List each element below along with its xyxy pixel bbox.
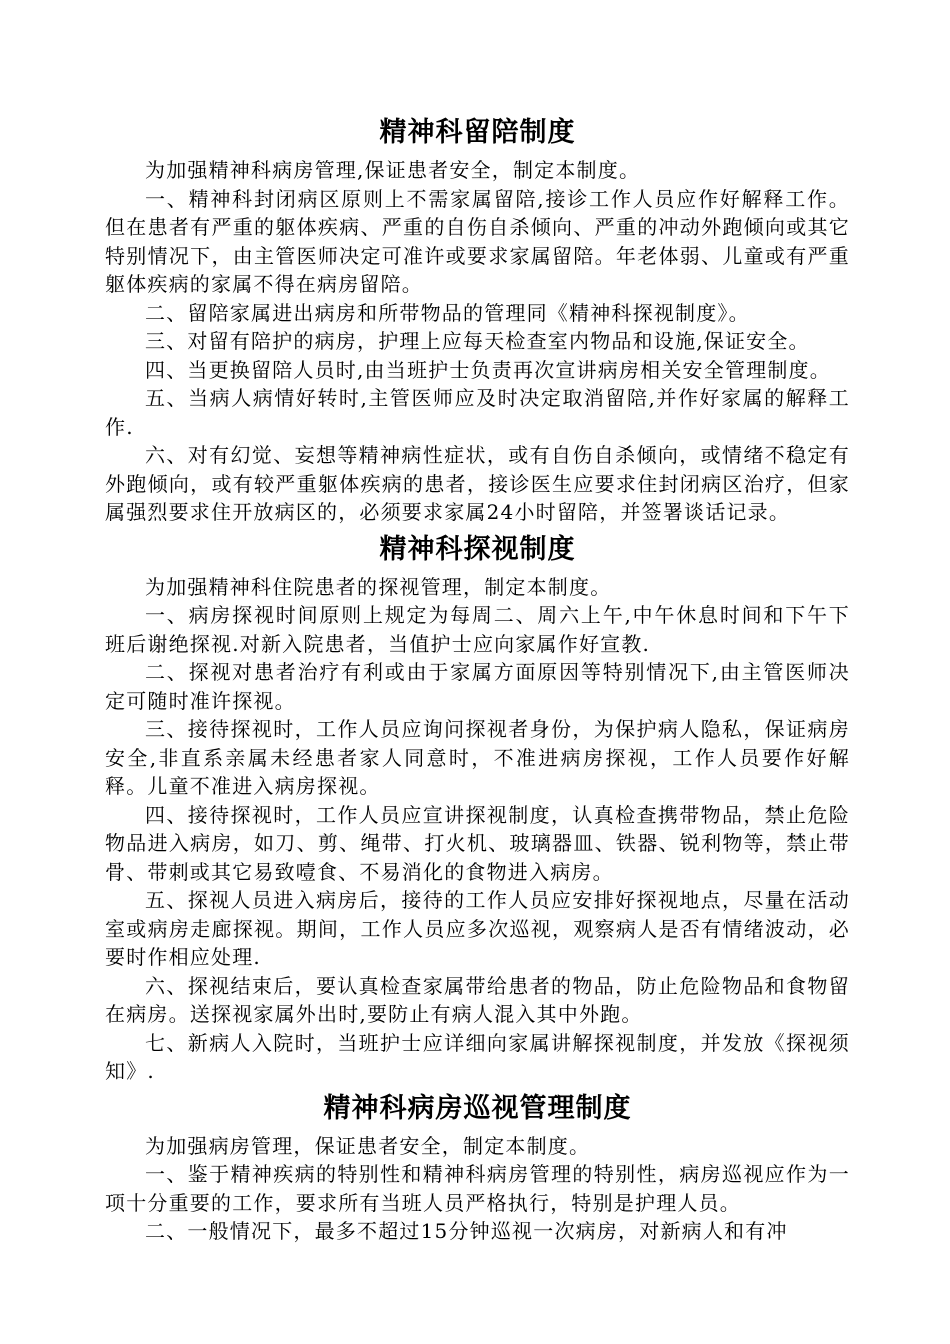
document-page [105, 110, 850, 1246]
paragraph: 五、探视人员进入病房后，接待的工作人员应安排好探视地点，尽量在活动室或病房走廊探视。期间，工作人员应多次巡视，观察病人是否有情绪波动，必要时作相应处理. [105, 888, 850, 969]
section-title: 精神科探视制度 [379, 533, 576, 565]
paragraph: 四、接待探视时，工作人员应宣讲探视制度，认真检查携带物品，禁止危险物品进入病房，如刀、剪、绳带、打火机、玻璃器皿、铁器、锐利物等，禁止带骨、带刺或其它易致噎食、不易消化的食物进入病房。 [105, 802, 850, 884]
section-escort-policy [105, 110, 850, 527]
section-visiting-policy [105, 527, 850, 1086]
paragraph: 三、接待探视时，工作人员应询问探视者身份，为保护病人隐私，保证病房安全,非直系亲属未经患者家人同意时，不准进病房探视，工作人员要作好解释。儿童不准进入病房探视。 [105, 717, 850, 798]
paragraph: 二、一般情况下，最多不超过15分钟巡视一次病房，对新病人和有冲 [145, 1219, 788, 1243]
paragraph: 二、探视对患者治疗有利或由于家属方面原因等特别情况下,由主管医师决定可随时准许探视。 [105, 660, 850, 713]
section-title: 精神科病房巡视管理制度 [323, 1092, 632, 1124]
paragraph: 一、鉴于精神疾病的特别性和精神科病房管理的特别性，病房巡视应作为一项十分重要的工作，要求所有当班人员严格执行，特别是护理人员。 [105, 1162, 850, 1215]
paragraph: 一、精神科封闭病区原则上不需家属留陪,接诊工作人员应作好解释工作。但在患者有严重的躯体疾病、严重的自伤自杀倾向、严重的冲动外跑倾向或其它特别情况下，由主管医师决定可准许或要求家属留陪。年老体弱、儿童或有严重躯体疾病的家属不得在病房留陪。 [105, 186, 850, 296]
paragraph: 为加强病房管理，保证患者安全，制定本制度。 [145, 1133, 591, 1158]
paragraph: 六、对有幻觉、妄想等精神病性症状，或有自伤自杀倾向，或情绪不稳定有外跑倾向，或有较严重躯体疾病的患者，接诊医生应要求住封闭病区治疗，但家属强烈要求住开放病区的，必须要求家属24小时留陪，并签署谈话记录。 [105, 443, 850, 524]
paragraph: 二、留陪家属进出病房和所带物品的管理同《精神科探视制度》。 [145, 300, 750, 325]
paragraph: 为加强精神科住院患者的探视管理，制定本制度。 [145, 574, 612, 599]
paragraph: 七、新病人入院时，当班护士应详细向家属讲解探视制度，并发放《探视须知》. [105, 1030, 850, 1083]
paragraph: 四、当更换留陪人员时,由当班护士负责再次宣讲病房相关安全管理制度。 [145, 357, 831, 382]
paragraph: 一、病房探视时间原则上规定为每周二、周六上午,中午休息时间和下午下班后谢绝探视.对新入院患者，当值护士应向家属作好宣教. [105, 603, 850, 656]
section-ward-inspection-policy [105, 1086, 850, 1246]
section-title: 精神科留陪制度 [379, 117, 576, 148]
paragraph: 五、当病人病情好转时,主管医师应及时决定取消留陪,并作好家属的解释工作. [105, 386, 850, 439]
paragraph: 六、探视结束后，要认真检查家属带给患者的物品，防止危险物品和食物留在病房。送探视家属外出时,要防止有病人混入其中外跑。 [105, 973, 850, 1026]
paragraph: 三、对留有陪护的病房，护理上应每天检查室内物品和设施,保证安全。 [145, 329, 810, 353]
paragraph: 为加强精神科病房管理,保证患者安全，制定本制度。 [145, 158, 641, 182]
